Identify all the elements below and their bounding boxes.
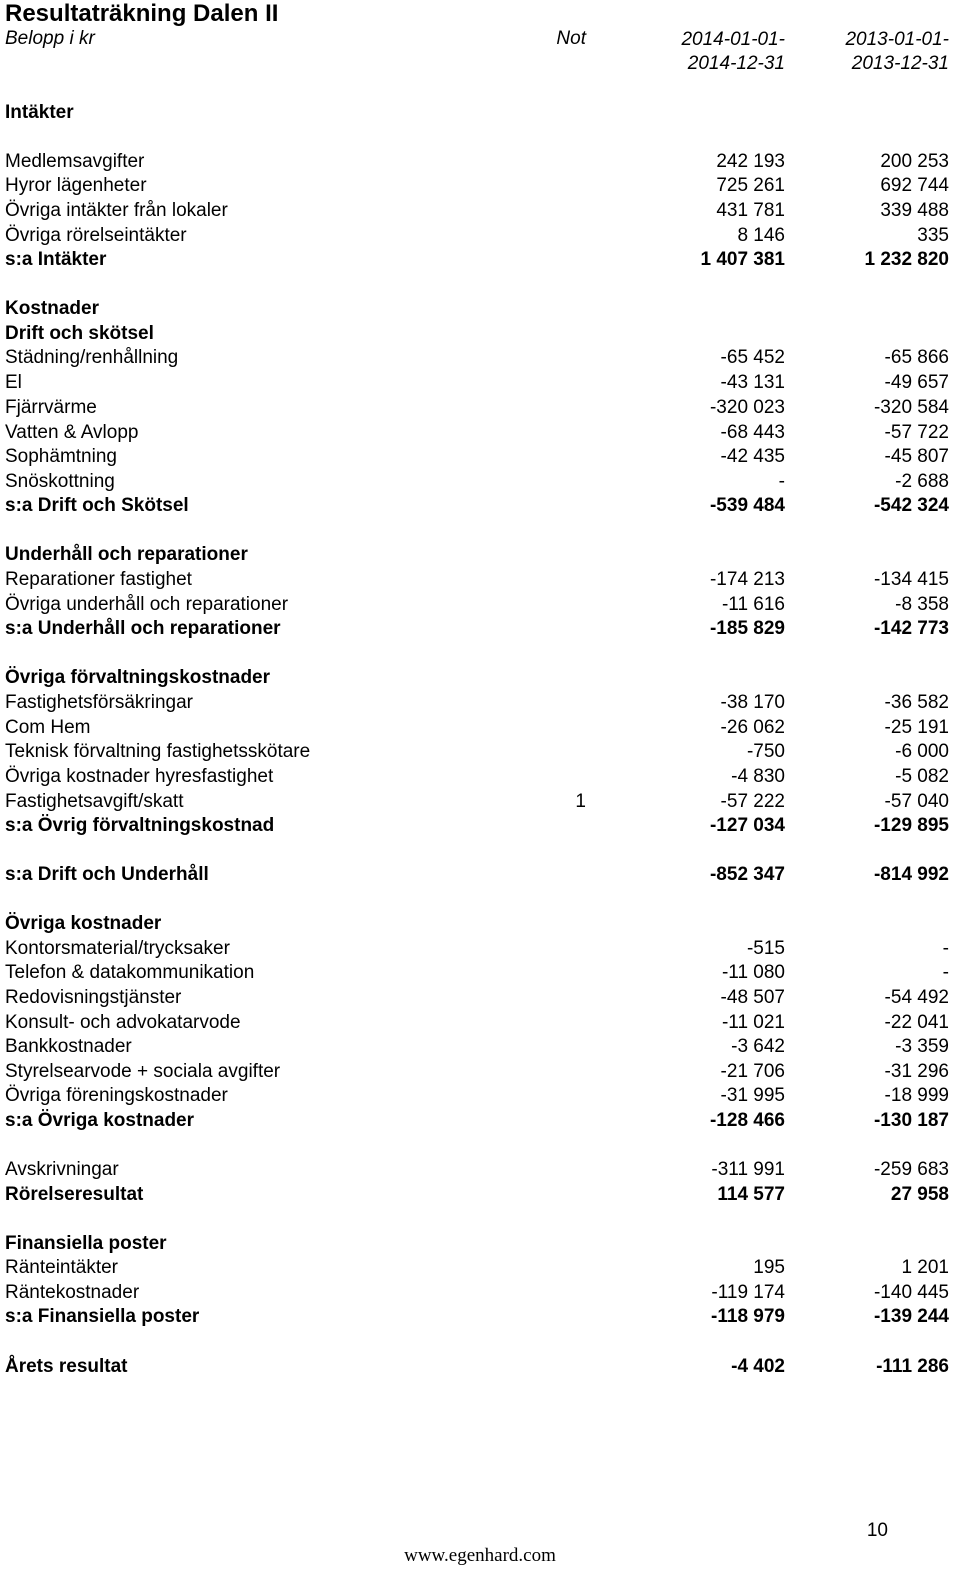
value-2014: -127 034 <box>709 815 785 836</box>
row-label: Finansiella poster <box>5 1233 167 1254</box>
row-label: s:a Intäkter <box>5 249 107 270</box>
value-2013: -130 187 <box>873 1110 949 1131</box>
value-2013: -259 683 <box>873 1159 949 1180</box>
value-2014: -43 131 <box>720 372 785 393</box>
value-2013: -814 992 <box>873 864 949 885</box>
row-label: Snöskottning <box>5 471 115 492</box>
value-2014: -185 829 <box>709 618 785 639</box>
value-2013: 1 201 <box>901 1257 949 1278</box>
row-label: s:a Övrig förvaltningskostnad <box>5 815 275 836</box>
table-row <box>0 470 960 494</box>
row-label: Konsult- och advokatarvode <box>5 1012 241 1033</box>
table-row <box>0 863 960 887</box>
value-2014: -68 443 <box>720 422 785 443</box>
row-label: Intäkter <box>5 102 74 123</box>
table-row <box>0 740 960 764</box>
value-2014: -539 484 <box>709 495 785 516</box>
value-2013: 27 958 <box>890 1184 949 1205</box>
table-row <box>0 1256 960 1280</box>
row-label: s:a Finansiella poster <box>5 1306 200 1327</box>
value-2014: -174 213 <box>709 569 785 590</box>
row-label: Bankkostnader <box>5 1036 132 1057</box>
value-2014: -515 <box>746 938 785 959</box>
value-2014: -119 174 <box>711 1282 785 1303</box>
table-row <box>0 765 960 789</box>
value-2013: -18 999 <box>884 1085 949 1106</box>
value-2013: -320 584 <box>873 397 949 418</box>
table-row <box>0 1281 960 1305</box>
section-heading <box>0 101 960 125</box>
section-heading <box>0 1232 960 1256</box>
value-2013: 692 744 <box>880 175 949 196</box>
period-2014-header <box>681 28 785 76</box>
period-2013-end: 2013-12-31 <box>851 53 949 74</box>
row-label: Teknisk förvaltning fastighetsskötare <box>5 741 311 762</box>
table-row <box>0 691 960 715</box>
value-2014: 195 <box>753 1257 785 1278</box>
value-2014: -26 062 <box>720 717 785 738</box>
value-2014: -11 021 <box>721 1012 785 1033</box>
footer-url: www.egenhard.com <box>404 1545 556 1566</box>
value-2014: -42 435 <box>720 446 785 467</box>
period-2014-end: 2014-12-31 <box>687 53 785 74</box>
value-2014: 431 781 <box>716 200 785 221</box>
row-label: Övriga intäkter från lokaler <box>5 200 228 221</box>
value-2013: -142 773 <box>873 618 949 639</box>
value-2014: -21 706 <box>720 1061 785 1082</box>
row-note: 1 <box>575 791 586 812</box>
value-2014: -118 979 <box>711 1306 785 1327</box>
value-2013: -134 415 <box>873 569 949 590</box>
row-label: Fastighetsförsäkringar <box>5 692 193 713</box>
value-2013: 1 232 820 <box>864 249 949 270</box>
value-2014: -750 <box>746 741 785 762</box>
table-row <box>0 346 960 370</box>
value-2014: -38 170 <box>720 692 785 713</box>
page-number: 10 <box>866 1520 888 1541</box>
value-2013: -8 358 <box>895 594 949 615</box>
value-2014: -320 023 <box>709 397 785 418</box>
value-2013: -36 582 <box>884 692 949 713</box>
row-label: Ränteintäkter <box>5 1257 119 1278</box>
table-row <box>0 568 960 592</box>
period-2013-start: 2013-01-01- <box>845 29 949 50</box>
table-row <box>0 937 960 961</box>
value-2014: -4 830 <box>731 766 785 787</box>
row-label: Städning/renhållning <box>5 347 179 368</box>
value-2014: -852 347 <box>709 864 785 885</box>
value-2013: -111 286 <box>876 1356 949 1377</box>
row-label: Com Hem <box>5 717 91 738</box>
value-2014: 1 407 381 <box>700 249 785 270</box>
row-label: Underhåll och reparationer <box>5 544 248 565</box>
row-label: Reparationer fastighet <box>5 569 192 590</box>
value-2014: -31 995 <box>720 1085 785 1106</box>
value-2013: -54 492 <box>884 987 949 1008</box>
table-row <box>0 1035 960 1059</box>
row-label: Rörelseresultat <box>5 1184 144 1205</box>
row-label: s:a Övriga kostnader <box>5 1110 195 1131</box>
table-row <box>0 174 960 198</box>
value-2013: -57 722 <box>884 422 949 443</box>
value-2014: -311 991 <box>711 1159 785 1180</box>
value-2013: -49 657 <box>884 372 949 393</box>
value-2014: 242 193 <box>716 151 785 172</box>
section-heading <box>0 297 960 321</box>
value-2014: -11 616 <box>721 594 785 615</box>
row-label: Drift och skötsel <box>5 323 154 344</box>
row-label: Övriga förvaltningskostnader <box>5 667 271 688</box>
row-label: Hyror lägenheter <box>5 175 147 196</box>
table-row <box>0 371 960 395</box>
section-heading <box>0 912 960 936</box>
table-row <box>0 396 960 420</box>
value-2014: -65 452 <box>720 347 785 368</box>
row-label: Fastighetsavgift/skatt <box>5 791 184 812</box>
value-2013: -140 445 <box>873 1282 949 1303</box>
row-label: Övriga underhåll och reparationer <box>5 594 289 615</box>
table-row <box>0 248 960 272</box>
row-label: Fjärrvärme <box>5 397 97 418</box>
table-row <box>0 1158 960 1182</box>
section-heading <box>0 322 960 346</box>
value-2014: 114 577 <box>717 1184 785 1205</box>
value-2014: 8 146 <box>737 225 785 246</box>
table-row <box>0 814 960 838</box>
value-2013: -57 040 <box>884 791 949 812</box>
table-row <box>0 617 960 641</box>
value-2013: -45 807 <box>884 446 949 467</box>
value-2013: -31 296 <box>884 1061 949 1082</box>
table-row <box>0 986 960 1010</box>
value-2013: -25 191 <box>884 717 949 738</box>
table-row <box>0 494 960 518</box>
period-2013-header <box>845 28 949 76</box>
value-2014: -57 222 <box>720 791 785 812</box>
table-row <box>0 1355 960 1379</box>
table-row <box>0 1084 960 1108</box>
currency-subtitle: Belopp i kr <box>5 28 95 49</box>
value-2013: -129 895 <box>873 815 949 836</box>
value-2013: 200 253 <box>880 151 949 172</box>
row-label: Övriga kostnader <box>5 913 162 934</box>
value-2013: -5 082 <box>895 766 949 787</box>
row-label: Avskrivningar <box>5 1159 119 1180</box>
row-label: Redovisningstjänster <box>5 987 182 1008</box>
table-row <box>0 1183 960 1207</box>
value-2014: - <box>778 471 785 492</box>
row-label: Övriga kostnader hyresfastighet <box>5 766 274 787</box>
table-row <box>0 421 960 445</box>
row-label: Medlemsavgifter <box>5 151 145 172</box>
note-column-header: Not <box>556 28 586 49</box>
table-row <box>0 593 960 617</box>
value-2013: 339 488 <box>880 200 949 221</box>
table-row <box>0 150 960 174</box>
table-row <box>0 199 960 223</box>
row-label: s:a Drift och Underhåll <box>5 864 209 885</box>
value-2014: -128 466 <box>709 1110 785 1131</box>
table-row <box>0 961 960 985</box>
value-2014: -48 507 <box>720 987 785 1008</box>
value-2013: 335 <box>917 225 949 246</box>
table-row <box>0 716 960 740</box>
table-row <box>0 1305 960 1329</box>
row-label: Kostnader <box>5 298 99 319</box>
row-label: s:a Underhåll och reparationer <box>5 618 281 639</box>
row-label: El <box>5 372 22 393</box>
value-2013: -3 359 <box>895 1036 949 1057</box>
row-label: Sophämtning <box>5 446 117 467</box>
period-2014-start: 2014-01-01- <box>681 29 785 50</box>
row-label: Övriga rörelseintäkter <box>5 225 187 246</box>
table-row <box>0 1060 960 1084</box>
row-label: Kontorsmaterial/trycksaker <box>5 938 230 959</box>
value-2014: 725 261 <box>716 175 785 196</box>
value-2014: -11 080 <box>721 962 785 983</box>
row-label: Telefon & datakommunikation <box>5 962 255 983</box>
value-2013: - <box>942 962 949 983</box>
value-2013: -65 866 <box>884 347 949 368</box>
table-row <box>0 445 960 469</box>
value-2014: -4 402 <box>731 1356 785 1377</box>
table-row <box>0 224 960 248</box>
value-2013: -22 041 <box>884 1012 949 1033</box>
value-2013: -139 244 <box>873 1306 949 1327</box>
value-2013: -2 688 <box>895 471 949 492</box>
value-2013: -542 324 <box>873 495 949 516</box>
value-2014: -3 642 <box>731 1036 785 1057</box>
section-heading <box>0 666 960 690</box>
section-heading <box>0 543 960 567</box>
row-label: Övriga föreningskostnader <box>5 1085 228 1106</box>
table-row <box>0 1011 960 1035</box>
value-2013: -6 000 <box>895 741 949 762</box>
row-label: Styrelsearvode + sociala avgifter <box>5 1061 281 1082</box>
document-title: Resultaträkning Dalen II <box>5 0 279 27</box>
table-row <box>0 790 960 814</box>
row-label: Vatten & Avlopp <box>5 422 139 443</box>
value-2013: - <box>942 938 949 959</box>
row-label: s:a Drift och Skötsel <box>5 495 189 516</box>
row-label: Räntekostnader <box>5 1282 140 1303</box>
row-label: Årets resultat <box>5 1356 128 1377</box>
table-row <box>0 1109 960 1133</box>
